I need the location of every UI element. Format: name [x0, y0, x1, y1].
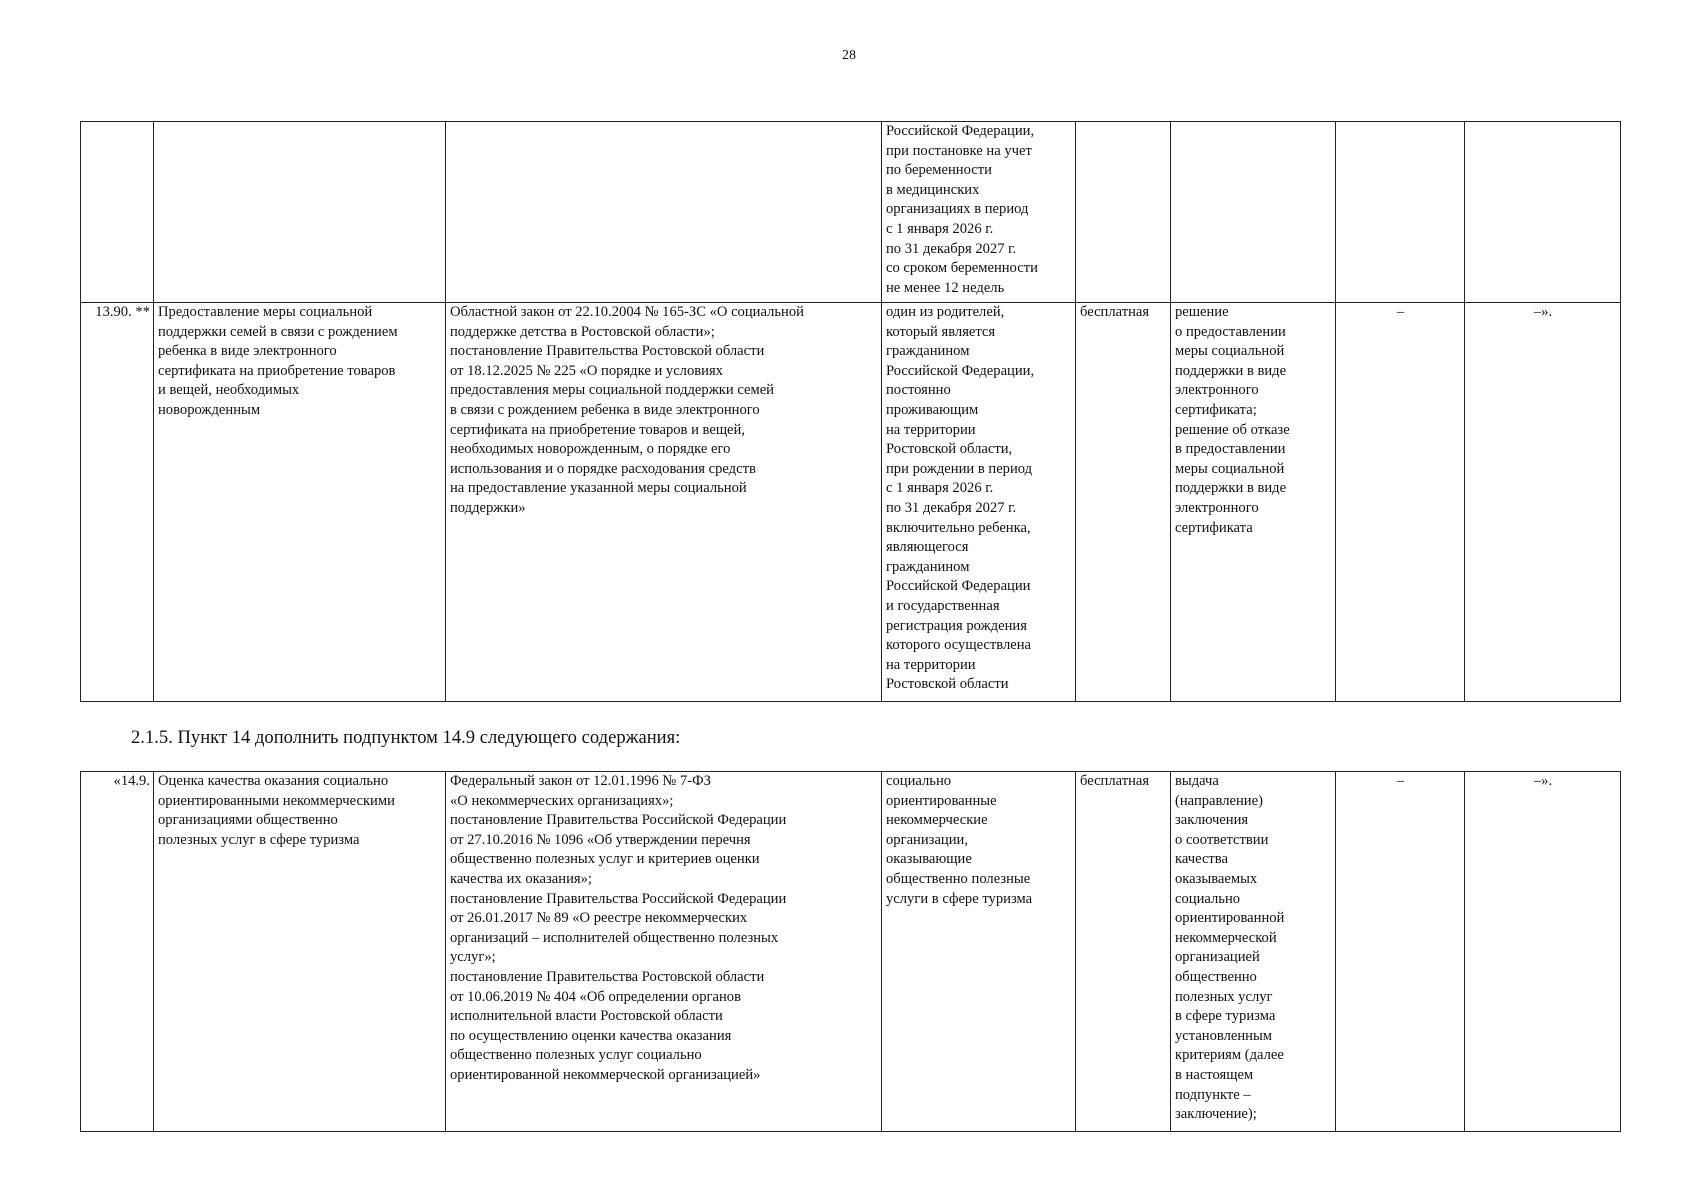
table-row-14-9 [81, 772, 1621, 1132]
cell-number: 13.90. ** [81, 303, 154, 702]
section-heading: 2.1.5. Пункт 14 дополнить подпунктом 14.9 следующего содержания: [131, 727, 681, 748]
services-table-continued [80, 121, 1621, 702]
table-row-continuation [81, 122, 1621, 303]
cell-col8 [1465, 122, 1621, 303]
cell-result [1171, 122, 1336, 303]
page-number: 28 [842, 48, 856, 63]
cell-service-name: Предоставление меры социальной поддержки семей в связи с рождением ребенка в виде электронного сертификата на приобретение товаров и вещей, необходимых новорожденным [154, 303, 446, 702]
cell-payment: бесплатная [1076, 303, 1171, 702]
services-table-new-item [80, 771, 1621, 1132]
cell-col7: – [1336, 772, 1465, 1132]
cell-legal-basis: Областной закон от 22.10.2004 № 165-ЗС «О социальной поддержке детства в Ростовской области»; постановление Правительства Ростовской области от 18.12.2025 № 225 «О порядке и условиях предоставления меры социальной поддержки семей в связи с рождением ребенка в виде электронного сертификата на приобретение товаров и вещей, необходимых новорожденным, о порядке его использования и о порядке расходования средств на предоставление указанной меры социальной поддержки» [446, 303, 882, 702]
cell-col7: – [1336, 303, 1465, 702]
cell-result: решение о предоставлении меры социальной поддержки в виде электронного сертификата; решение об отказе в предоставлении меры социальной поддержки в виде электронного сертификата [1171, 303, 1336, 702]
cell-service-name [154, 122, 446, 303]
cell-number [81, 122, 154, 303]
cell-service-name: Оценка качества оказания социально ориентированными некоммерческими организациями общественно полезных услуг в сфере туризма [154, 772, 446, 1132]
cell-recipients: Российской Федерации, при постановке на учет по беременности в медицинских организациях в период с 1 января 2026 г. по 31 декабря 2027 г. со сроком беременности не менее 12 недель [882, 122, 1076, 303]
table-row-13-90 [81, 303, 1621, 702]
cell-col8: –». [1465, 303, 1621, 702]
cell-recipients: один из родителей, который является гражданином Российской Федерации, постоянно проживающим на территории Ростовской области, при рождении в период с 1 января 2026 г. по 31 декабря 2027 г. включительно ребенка, являющегося гражданином Российской Федерации и государственная регистрация рождения которого осуществлена на территории Ростовской области [882, 303, 1076, 702]
cell-payment [1076, 122, 1171, 303]
cell-recipients: социально ориентированные некоммерческие организации, оказывающие общественно полезные услуги в сфере туризма [882, 772, 1076, 1132]
cell-payment: бесплатная [1076, 772, 1171, 1132]
cell-col7 [1336, 122, 1465, 303]
cell-col8: –». [1465, 772, 1621, 1132]
cell-legal-basis: Федеральный закон от 12.01.1996 № 7-ФЗ «О некоммерческих организациях»; постановление Правительства Российской Федерации от 27.10.2016 № 1096 «Об утверждении перечня общественно полезных услуг и критериев оценки качества их оказания»; постановление Правительства Российской Федерации от 26.01.2017 № 89 «О реестре некоммерческих организаций – исполнителей общественно полезных услуг»; постановление Правительства Ростовской области от 10.06.2019 № 404 «Об определении органов исполнительной власти Ростовской области по осуществлению оценки качества оказания общественно полезных услуг социально ориентированной некоммерческой организацией» [446, 772, 882, 1132]
cell-legal-basis [446, 122, 882, 303]
cell-number: «14.9. [81, 772, 154, 1132]
cell-result: выдача (направление) заключения о соответствии качества оказываемых социально ориентированной некоммерческой организацией общественно полезных услуг в сфере туризма установленным критериям (далее в настоящем подпункте – заключение); [1171, 772, 1336, 1132]
